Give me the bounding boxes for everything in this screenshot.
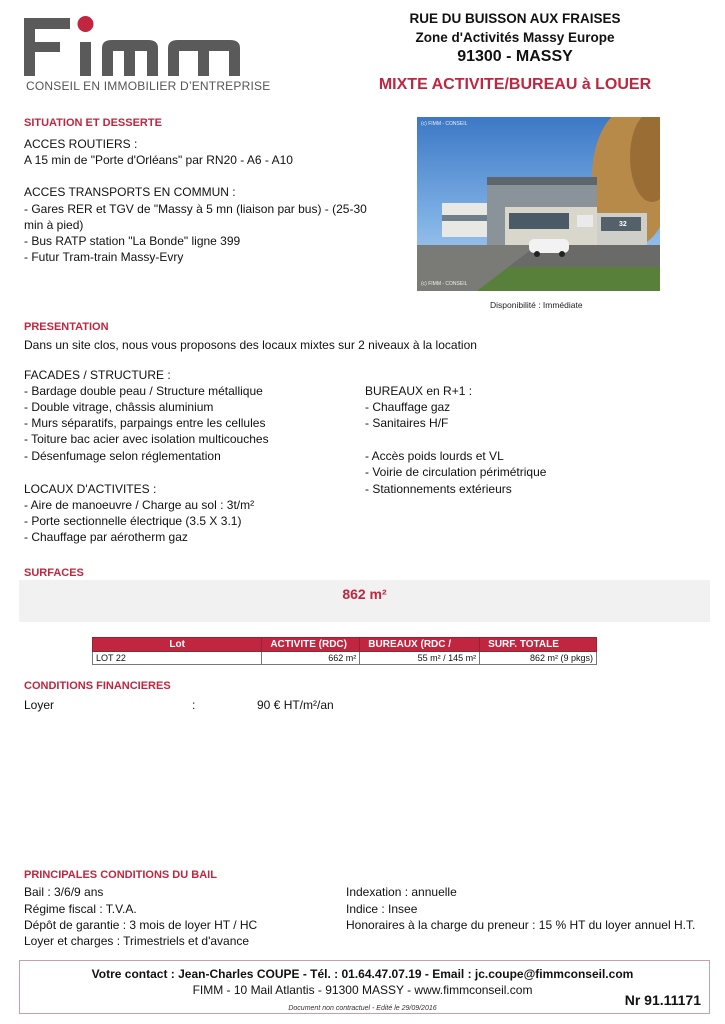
presentation-right-line: - Sanitaires H/F xyxy=(365,416,449,430)
footer-note: Document non contractuel - Edité le 29/09/2016 xyxy=(288,1005,437,1012)
photo-caption-top: (c) FIMM - CONSEIL xyxy=(421,121,468,127)
presentation-left-line: - Murs séparatifs, parpaings entre les cellules xyxy=(24,416,266,430)
presentation-left-line: - Aire de manoeuvre / Charge au sol : 3t/m² xyxy=(24,498,255,512)
presentation-right-line: BUREAUX en R+1 : xyxy=(365,384,473,398)
photo-caption-bottom: (c) FIMM - CONSEIL xyxy=(421,281,468,287)
presentation-left-line: FACADES / STRUCTURE : xyxy=(24,368,171,382)
presentation-left-line: - Chauffage par aérotherm gaz xyxy=(24,530,188,544)
bail-right-line: Indexation : annuelle xyxy=(346,885,457,899)
header-surf-totale: SURF. TOTALE xyxy=(480,638,597,652)
offer-type: MIXTE ACTIVITE/BUREAU à LOUER xyxy=(378,76,652,93)
building-photo xyxy=(417,117,660,291)
presentation-left-line: - Double vitrage, châssis aluminium xyxy=(24,400,214,414)
presentation-title: PRESENTATION xyxy=(24,321,109,333)
rent-label: Loyer xyxy=(24,698,55,712)
presentation-right-line: - Chauffage gaz xyxy=(365,400,451,414)
situation-line: min à pied) xyxy=(24,218,84,232)
tagline: CONSEIL EN IMMOBILIER D’ENTREPRISE xyxy=(26,79,271,93)
building-number: 32 xyxy=(619,221,627,228)
presentation-right-line: - Voirie de circulation périmétrique xyxy=(365,465,547,479)
presentation-left-line: - Désenfumage selon réglementation xyxy=(24,449,221,463)
cell-surf-totale: 862 m² (9 pkgs) xyxy=(480,652,597,665)
bail-title: PRINCIPALES CONDITIONS DU BAIL xyxy=(24,869,217,881)
surfaces-title: SURFACES xyxy=(24,567,84,579)
bail-left-line: Loyer et charges : Trimestriels et d'avance xyxy=(24,934,250,948)
presentation-right-line: - Stationnements extérieurs xyxy=(365,482,512,496)
footer-address: FIMM - 10 Mail Atlantis - 91300 MASSY - www.fimmconseil.com xyxy=(192,983,533,997)
bail-left-line: Bail : 3/6/9 ans xyxy=(24,885,104,899)
presentation-left-line: - Porte sectionnelle électrique (3.5 X 3.1) xyxy=(24,514,242,528)
situation-line: A 15 min de "Porte d'Orléans" par RN20 - A6 - A10 xyxy=(24,153,293,167)
zone-name: Zone d'Activités Massy Europe xyxy=(415,30,615,45)
rent-separator: : xyxy=(192,698,196,712)
presentation-left-line: LOCAUX D'ACTIVITES : xyxy=(24,482,157,496)
cell-bureaux: 55 m² / 145 m² xyxy=(360,652,480,665)
bail-right-line: Honoraires à la charge du preneur : 15 % HT du loyer annuel H.T. xyxy=(346,918,696,932)
cell-activite: 662 m² xyxy=(262,652,360,665)
rent-value: 90 € HT/m²/an xyxy=(257,698,334,712)
header-lot: Lot xyxy=(93,638,262,652)
table-header-row xyxy=(93,638,597,652)
situation-line: - Futur Tram-train Massy-Evry xyxy=(24,250,184,264)
table-row xyxy=(93,652,597,665)
footer-contact: Votre contact : Jean-Charles COUPE - Tél. : 01.64.47.07.19 - Email : jc.coupe@fimmconseil.com xyxy=(91,967,634,981)
availability: Disponibilité : Immédiate xyxy=(490,300,583,310)
total-surface: 862 m² xyxy=(342,586,387,602)
city: 91300 - MASSY xyxy=(457,48,573,65)
fimm-logo-mark xyxy=(20,14,282,78)
situation-line: - Gares RER et TGV de "Massy à 5 mn (liaison par bus) - (25-30 xyxy=(24,202,367,216)
bail-left-line: Dépôt de garantie : 3 mois de loyer HT / HC xyxy=(24,918,258,932)
reference-number: Nr 91.11171 xyxy=(624,992,701,1008)
header-bureaux: BUREAUX (RDC / xyxy=(360,638,480,652)
surface-band xyxy=(19,580,710,622)
street-address: RUE DU BUISSON AUX FRAISES xyxy=(409,11,621,26)
situation-line: - Bus RATP station "La Bonde" ligne 399 xyxy=(24,234,241,248)
header-activite: ACTIVITE (RDC) xyxy=(262,638,360,652)
lots-table xyxy=(92,637,597,665)
cell-lot: LOT 22 xyxy=(93,652,262,665)
situation-title: SITUATION ET DESSERTE xyxy=(24,117,162,129)
presentation-intro: Dans un site clos, nous vous proposons des locaux mixtes sur 2 niveaux à la location xyxy=(24,338,477,352)
presentation-right-line: - Accès poids lourds et VL xyxy=(365,449,504,463)
situation-line: ACCES ROUTIERS : xyxy=(24,137,138,151)
bail-right-line: Indice : Insee xyxy=(346,902,418,916)
bail-left-line: Régime fiscal : T.V.A. xyxy=(24,902,137,916)
situation-line: ACCES TRANSPORTS EN COMMUN : xyxy=(24,185,236,199)
presentation-left-line: - Bardage double peau / Structure métallique xyxy=(24,384,263,398)
presentation-left-line: - Toiture bac acier avec isolation multicouches xyxy=(24,432,269,446)
conditions-title: CONDITIONS FINANCIERES xyxy=(24,680,171,692)
